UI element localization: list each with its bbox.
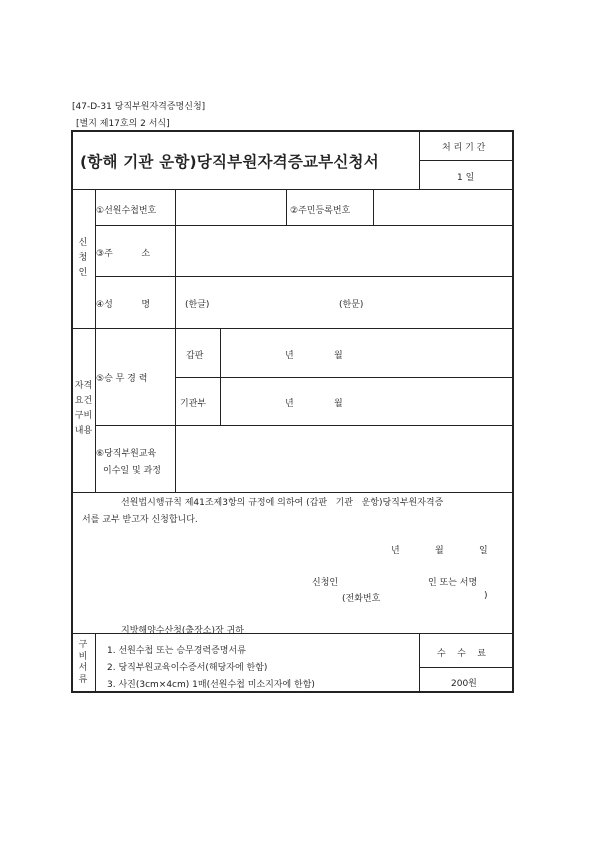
signature-label: 인 또는 서명	[428, 578, 478, 588]
declaration-text-line2: 서를 교부 받고자 신청합니다.	[82, 515, 198, 525]
name-korean-hint: (한글)	[185, 300, 210, 310]
training-label-line1: ⑥당직부원교육	[96, 449, 157, 459]
documents-section-label: 구비서류	[78, 640, 88, 685]
service-career-label: ⑤승 무 경 력	[96, 374, 148, 384]
seaman-book-no-label: ①선원수첩번호	[96, 206, 157, 216]
engine-label: 기관부	[180, 399, 207, 409]
engine-month-label: 월	[334, 399, 343, 409]
phone-close: )	[484, 591, 488, 601]
deck-year-label: 년	[285, 351, 294, 361]
phone-label: (전화번호	[342, 594, 381, 604]
form-code: [47-D-31 당직부원자격증명신청]	[72, 102, 206, 112]
document-item-1: 1. 선원수첩 또는 승무경력증명서류	[107, 646, 246, 656]
document-item-2: 2. 당직부원교육이수증서(해당자에 한함)	[107, 663, 268, 673]
declaration-year: 년	[391, 546, 400, 556]
engine-year-label: 년	[285, 399, 294, 409]
qualification-section-label: 자격요건구비내용	[74, 381, 93, 436]
applicant-signature-label: 신청인	[312, 578, 339, 588]
declaration-day: 일	[479, 546, 488, 556]
processing-period-label: 처 리 기 간	[442, 143, 486, 153]
name-hanja-hint: (한문)	[339, 300, 364, 310]
training-label-line2: 이수일 및 과정	[103, 466, 161, 476]
name-label: ④성 명	[96, 300, 151, 310]
document-item-3: 3. 사진(3cm×4cm) 1매(선원수첩 미소지자에 한함)	[107, 680, 315, 690]
declaration-month: 월	[435, 546, 444, 556]
fee-value: 200원	[451, 679, 477, 689]
annex-label: [별지 제17호의 2 서식]	[76, 119, 170, 129]
applicant-section-label: 신청인	[78, 238, 88, 278]
deck-label: 갑판	[186, 351, 204, 361]
deck-month-label: 월	[334, 351, 343, 361]
addressee: 지방해양수산청(출장소)장 귀하	[121, 626, 244, 636]
resident-reg-no-label: ②주민등록번호	[290, 206, 351, 216]
form-title: (항해 기관 운항)당직부원자격증교부신청서	[80, 153, 379, 171]
declaration-text-line1: 선원법시행규칙 제41조제3항의 규정에 의하여 (갑판 기관 운항)당직부원자격증	[121, 498, 444, 508]
address-label: ③주 소	[96, 249, 151, 259]
fee-label: 수 수 료	[437, 649, 486, 659]
processing-period-value: 1 일	[457, 173, 475, 183]
